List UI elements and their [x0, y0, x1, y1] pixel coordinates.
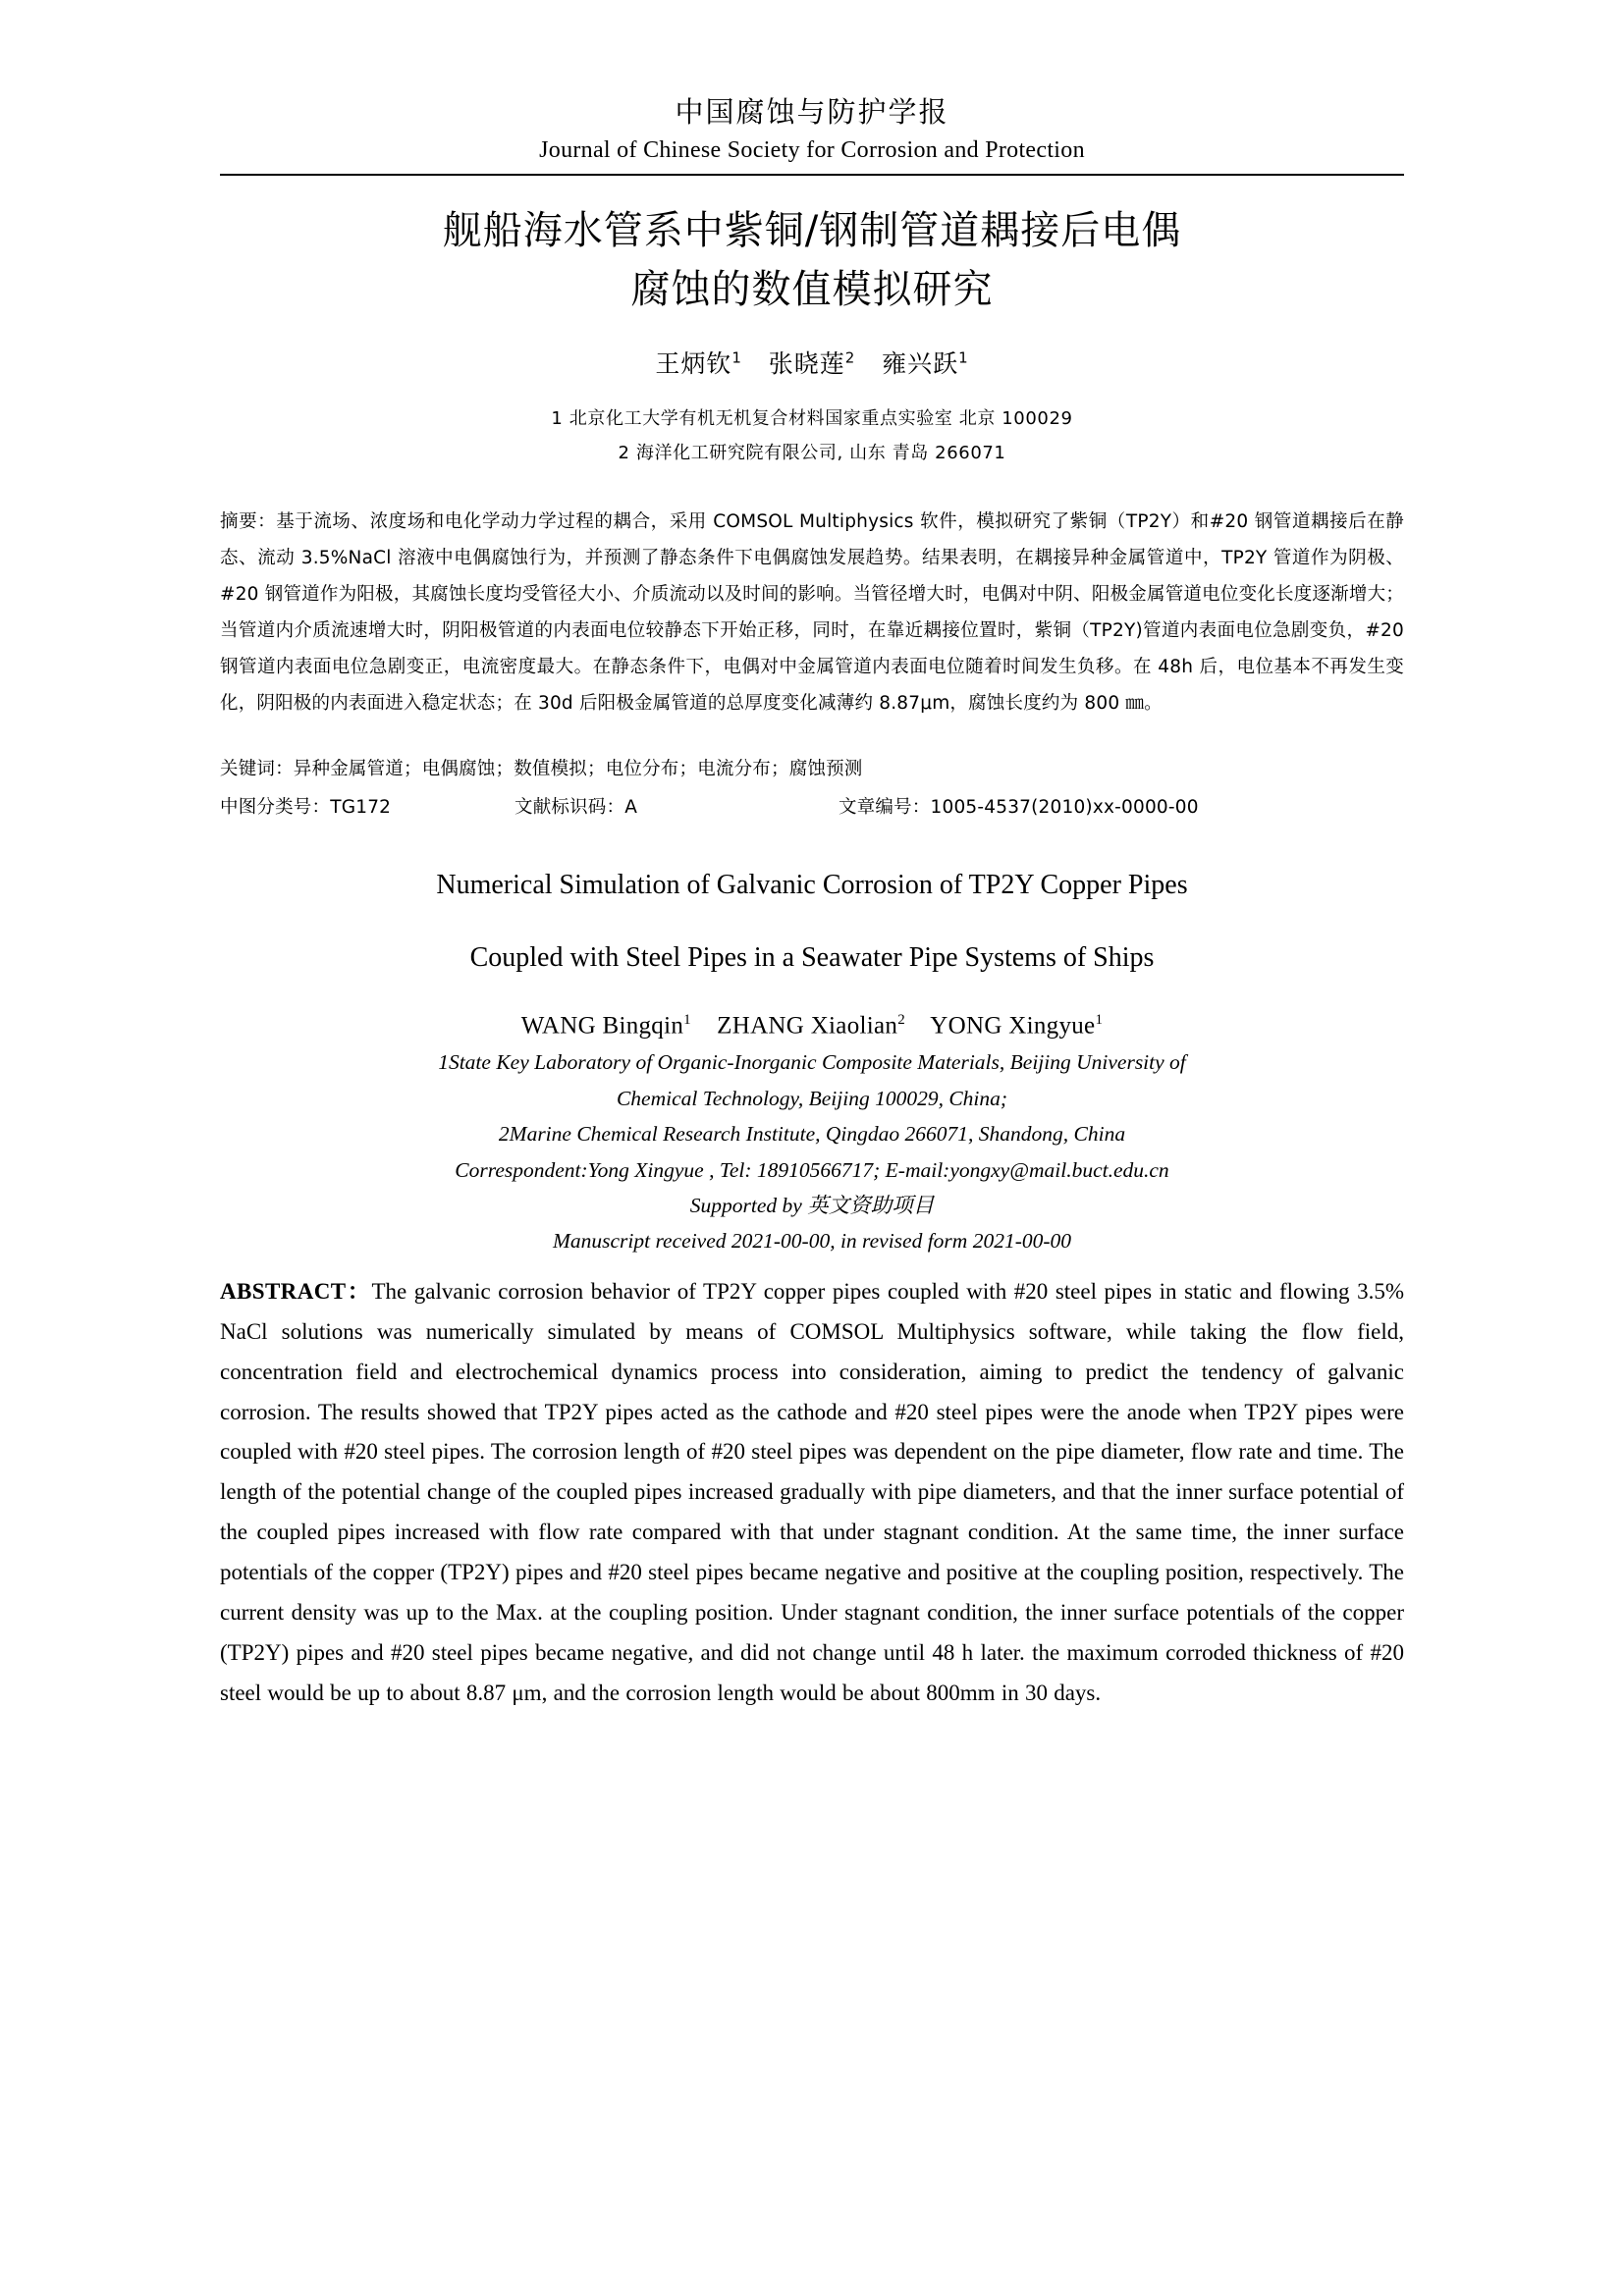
author-chinese-3-sup: 1	[958, 348, 969, 367]
affiliation-english-1: 1State Key Laboratory of Organic-Inorganic Composite Materials, Beijing University of	[438, 1050, 1186, 1075]
title-english-line2: Coupled with Steel Pipes in a Seawater Pipe Systems of Ships	[469, 942, 1155, 974]
author-english-3: YONG Xingyue	[930, 1012, 1096, 1040]
title-chinese-line1: 舰船海水管系中紫铜/钢制管道耦接后电偶	[442, 207, 1182, 253]
document-code: 文献标识码：A	[514, 796, 638, 818]
author-chinese-3: 雍兴跃	[882, 348, 959, 378]
header-divider	[220, 174, 1404, 176]
affiliation-english-2: Chemical Technology, Beijing 100029, China;	[616, 1086, 1008, 1110]
abstract-label: ABSTRACT：	[220, 1278, 372, 1304]
classification-codes-row	[220, 793, 1404, 819]
author-english-2: ZHANG Xiaolian	[717, 1012, 898, 1040]
abstract-chinese: 摘要：基于流场、浓度场和电化学动力学过程的耦合，采用 COMSOL Multiphysics 软件，模拟研究了紫铜（TP2Y）和#20 钢管道耦接后在静态、流动 3.5%NaCl 溶液中电偶腐蚀行为，并预测了静态条件下电偶腐蚀发展趋势。结果表明，在耦接异种金属管道中，TP2Y 管道作为阴极、#20 钢管道作为阳极，其腐蚀长度均受管径大小、介质流动以及时间的影响。当管径增大时，电偶对中阴、阳极金属管道电位变化长度逐渐增大；当管道内介质流速增大时，阴阳极管道的内表面电位较静态下开始正移，同时，在靠近耦接位置时，紫铜（TP2Y)管道内表面电位急剧变负，#20 钢管道内表面电位急剧变正，电流密度最大。在静态条件下，电偶对中金属管道内表面电位随着时间发生负移。在 48h 后，电位基本不再发生变化，阴阳极的内表面进入稳定状态；在 30d 后阳极金属管道的总厚度变化减薄约 8.87μm，腐蚀长度约为 800 ㎜。	[220, 510, 1404, 714]
title-chinese	[220, 201, 1404, 319]
abstract-english	[220, 1272, 1404, 1714]
journal-name-chinese: 中国腐蚀与防护学报	[675, 95, 949, 129]
title-chinese-line2: 腐蚀的数值模拟研究	[630, 266, 994, 312]
author-chinese-2: 张晓莲	[768, 348, 845, 378]
journal-header	[220, 94, 1404, 164]
title-english	[220, 866, 1404, 979]
author-english-2-sup: 2	[897, 1012, 905, 1029]
correspondent-line: Correspondent:Yong Xingyue , Tel: 18910566717; E-mail:yongxy@mail.buct.edu.cn	[455, 1157, 1169, 1182]
author-chinese-1: 王炳钦	[655, 348, 732, 378]
affiliation-english-3: 2Marine Chemical Research Institute, Qingdao 266071, Shandong, China	[498, 1122, 1126, 1147]
affiliations-english	[220, 1045, 1404, 1257]
manuscript-dates-line: Manuscript received 2021-00-00, in revised form 2021-00-00	[552, 1229, 1072, 1254]
author-english-3-sup: 1	[1095, 1012, 1104, 1029]
author-english-1-sup: 1	[683, 1012, 691, 1029]
title-english-line1: Numerical Simulation of Galvanic Corrosion of TP2Y Copper Pipes	[436, 869, 1188, 900]
keywords-chinese: 关键词：异种金属管道；电偶腐蚀；数值模拟；电位分布；电流分布；腐蚀预测	[220, 758, 863, 779]
author-english-1: WANG Bingqin	[520, 1012, 684, 1040]
author-chinese-2-sup: 2	[844, 348, 856, 367]
affiliations-chinese	[220, 401, 1404, 470]
journal-name-english: Journal of Chinese Society for Corrosion and Protection	[539, 136, 1085, 163]
author-chinese-1-sup: 1	[731, 348, 742, 367]
authors-english	[220, 1012, 1404, 1040]
affiliation-chinese-1: 1 北京化工大学有机无机复合材料国家重点实验室 北京 100029	[551, 407, 1073, 429]
supported-by-line: Supported by 英文资助项目	[689, 1193, 935, 1217]
article-number: 文章编号：1005-4537(2010)xx-0000-00	[839, 796, 1199, 818]
authors-chinese	[220, 345, 1404, 380]
affiliation-chinese-2: 2 海洋化工研究院有限公司, 山东 青岛 266071	[618, 442, 1006, 463]
abstract-english-text: The galvanic corrosion behavior of TP2Y copper pipes coupled with #20 steel pipes in static and flowing 3.5% NaCl solutions was numerically simulated by means of COMSOL Multiphysics software, while taking the flow field, concentration field and electrochemical dynamics process into consideration, aiming to predict the tendency of galvanic corrosion. The results showed that TP2Y pipes acted as the cathode and #20 steel pipes were the anode when TP2Y pipes were coupled with #20 steel pipes. The corrosion length of #20 steel pipes was dependent on the pipe diameter, flow rate and time. The length of the potential change of the coupled pipes increased gradually with pipe diameters, and that the inner surface potential of the coupled pipes increased with flow rate compared with that under stagnant condition. At the same time, the inner surface potentials of the copper (TP2Y) pipes and #20 steel pipes became negative and positive at the coupling position, respectively. The current density was up to the Max. at the coupling position. Under stagnant condition, the inner surface potentials of the copper (TP2Y) pipes and #20 steel pipes became negative, and did not change until 48 h later. the maximum corroded thickness of #20 steel would be up to about 8.87 μm, and the corrosion length would be about 800mm in 30 days.	[220, 1278, 1404, 1706]
clc-number: 中图分类号：TG172	[220, 796, 392, 818]
